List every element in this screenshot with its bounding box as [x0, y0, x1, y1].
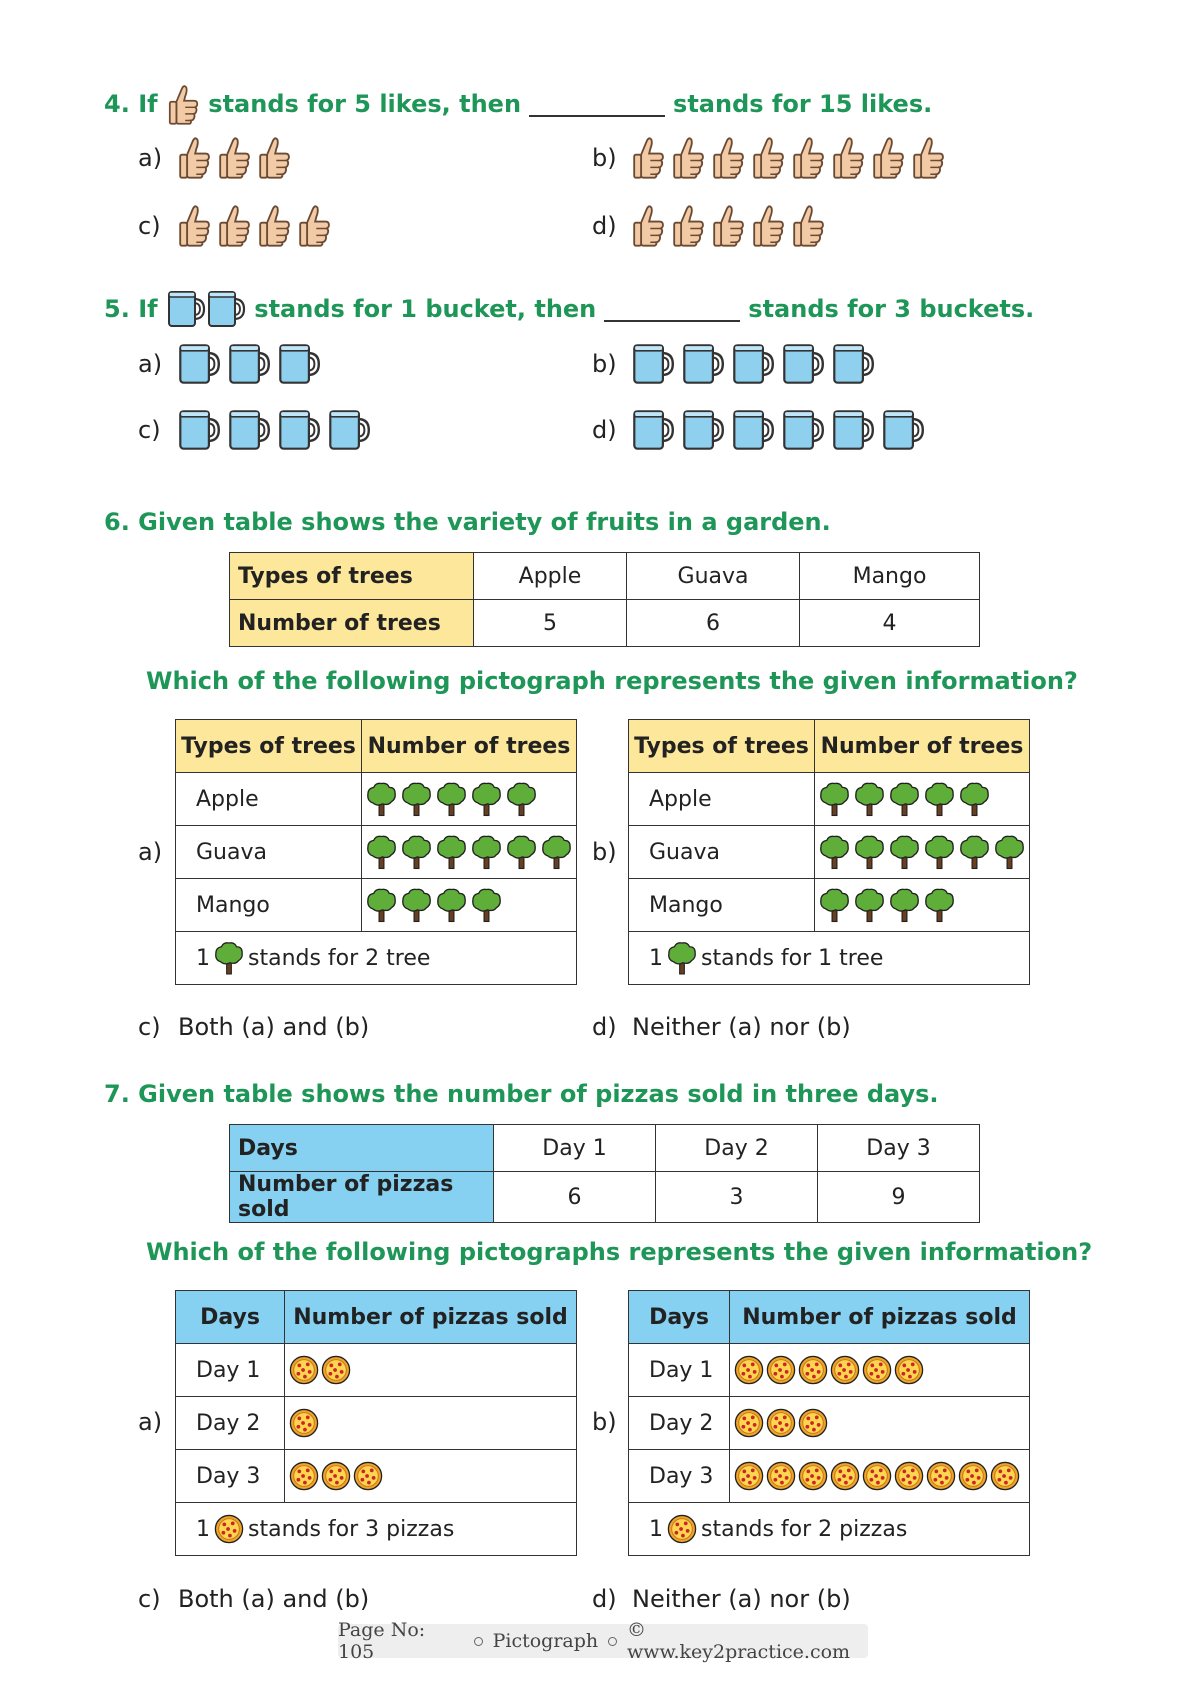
thumbs-up-icon: [710, 202, 746, 248]
pizza-icon: [214, 1514, 244, 1544]
pizza-icon: [766, 1408, 796, 1438]
pizza-icon: [830, 1355, 860, 1385]
q6-table-type-header: Types of trees: [230, 553, 474, 600]
q7-b-key-text: stands for 2 pizzas: [701, 1516, 908, 1542]
q6-table-cell: 4: [800, 600, 980, 647]
thumbs-up-icon: [790, 202, 826, 248]
pizza-icon: [289, 1461, 319, 1491]
q6-data-table: [229, 552, 980, 647]
q4-option-c-icons[interactable]: [176, 202, 332, 248]
q6-b-row-label: Apple: [629, 773, 815, 826]
mug-icon: [166, 288, 206, 330]
footer-topic: Pictograph: [492, 1630, 599, 1652]
q4-option-c-label[interactable]: c): [138, 212, 161, 240]
q6-pictograph-a[interactable]: [175, 719, 577, 985]
thumbs-up-icon: [176, 202, 212, 248]
q6-question: Which of the following pictograph represents the given information?: [146, 667, 1078, 695]
q7-b-row-icons: [734, 1408, 1029, 1438]
pizza-icon: [667, 1514, 697, 1544]
tree-icon: [506, 780, 537, 818]
q7-a-number-header: Number of pizzas sold: [285, 1291, 577, 1344]
q6-a-number-header: Number of trees: [362, 720, 577, 773]
q6-b-row-icons: [819, 833, 1029, 871]
q4-stands-for: stands for 5 likes, then: [208, 90, 522, 118]
pizza-icon: [958, 1461, 988, 1491]
q5-option-d-icons[interactable]: [630, 408, 926, 452]
q5-option-a-label[interactable]: a): [138, 350, 163, 378]
pizza-icon: [990, 1461, 1020, 1491]
thumbs-up-icon: [750, 134, 786, 180]
tree-icon: [854, 833, 885, 871]
tree-icon: [436, 886, 467, 924]
q6-b-key-count: 1: [649, 945, 663, 971]
q6-option-c-text[interactable]: Both (a) and (b): [178, 1013, 370, 1041]
tree-icon: [854, 780, 885, 818]
tree-icon: [214, 940, 244, 976]
q6-a-row-label: Mango: [176, 879, 362, 932]
pizza-icon: [798, 1461, 828, 1491]
q7-a-key-count: 1: [196, 1516, 210, 1542]
q7-table-number-header: Number of pizzas sold: [230, 1172, 494, 1223]
q4-if: If: [138, 90, 158, 118]
pizza-icon: [862, 1355, 892, 1385]
q6-a-row-icons: [366, 886, 576, 924]
mug-icon: [780, 342, 826, 386]
tree-icon: [471, 833, 502, 871]
q7-b-row-label: Day 1: [629, 1344, 730, 1397]
q7-a-key: [176, 1503, 577, 1556]
q7-b-row-icons: [734, 1355, 1029, 1385]
mug-icon: [730, 342, 776, 386]
q6-a-row-icons: [366, 833, 576, 871]
q6-b-row-icons: [819, 780, 1029, 818]
pizza-icon: [766, 1461, 796, 1491]
q6-option-c-label[interactable]: c): [138, 1013, 161, 1041]
pizza-icon: [894, 1355, 924, 1385]
thumbs-up-icon: [176, 134, 212, 180]
q7-a-row-icons: [289, 1408, 576, 1438]
pizza-icon: [894, 1461, 924, 1491]
pizza-icon: [321, 1461, 351, 1491]
q6-a-row-icons: [366, 780, 576, 818]
q4-option-a-icons[interactable]: [176, 134, 292, 180]
thumbs-up-icon: [256, 202, 292, 248]
q7-data-table: [229, 1124, 980, 1223]
thumbs-up-icon: [870, 134, 906, 180]
q5-option-b-label[interactable]: b): [592, 350, 617, 378]
thumbs-up-icon: [670, 202, 706, 248]
q4-option-b-label[interactable]: b): [592, 144, 617, 172]
q5-tail: stands for 3 buckets.: [748, 295, 1035, 323]
mug-icon: [176, 408, 222, 452]
page-footer: [338, 1619, 868, 1663]
tree-icon: [401, 833, 432, 871]
thumbs-up-icon: [216, 134, 252, 180]
q7-table-cell: 9: [818, 1172, 980, 1223]
q6-a-row-label: Guava: [176, 826, 362, 879]
q7-pictograph-a[interactable]: [175, 1290, 577, 1556]
tree-icon: [667, 940, 697, 976]
thumbs-up-icon: [216, 202, 252, 248]
mug-icon: [830, 408, 876, 452]
tree-icon: [366, 886, 397, 924]
q4-option-d-icons[interactable]: [630, 202, 826, 248]
q7-table-cell: Day 3: [818, 1125, 980, 1172]
footer-site: © www.key2practice.com: [626, 1619, 851, 1663]
q7-option-d-text[interactable]: Neither (a) nor (b): [632, 1585, 851, 1613]
thumbs-up-icon: [296, 202, 332, 248]
tree-icon: [819, 886, 850, 924]
thumbs-up-icon: [830, 134, 866, 180]
mug-icon: [680, 342, 726, 386]
mug-icon: [880, 408, 926, 452]
tree-icon: [889, 780, 920, 818]
tree-icon: [401, 886, 432, 924]
tree-icon: [924, 886, 955, 924]
q7-table-cell: 3: [656, 1172, 818, 1223]
q7-table-cell: 6: [494, 1172, 656, 1223]
q5-option-a-icons[interactable]: [176, 342, 322, 386]
q5-option-c-icons[interactable]: [176, 408, 372, 452]
q7-table-cell: Day 1: [494, 1125, 656, 1172]
pizza-icon: [830, 1461, 860, 1491]
q6-a-key: [176, 932, 577, 985]
tree-icon: [366, 780, 397, 818]
q5-blank: [604, 296, 740, 322]
thumbs-up-icon: [166, 82, 200, 126]
mug-icon: [830, 342, 876, 386]
q7-a-row-icons: [289, 1461, 576, 1491]
mug-icon: [176, 342, 222, 386]
q6-table-cell: Guava: [627, 553, 800, 600]
pizza-icon: [798, 1355, 828, 1385]
tree-icon: [924, 833, 955, 871]
q7-option-a-label[interactable]: a): [138, 1408, 163, 1436]
thumbs-up-icon: [790, 134, 826, 180]
q7-option-b-label[interactable]: b): [592, 1408, 617, 1436]
mug-icon: [326, 408, 372, 452]
q7-b-row-label: Day 2: [629, 1397, 730, 1450]
q6-option-d-label[interactable]: d): [592, 1013, 617, 1041]
mug-icon: [730, 408, 776, 452]
q6-b-row-icons: [819, 886, 1029, 924]
q7-b-key: [629, 1503, 1030, 1556]
pizza-icon: [289, 1408, 319, 1438]
tree-icon: [994, 833, 1025, 871]
q6-heading: 6. Given table shows the variety of fruits in a garden.: [104, 508, 831, 536]
q7-b-days-header: Days: [629, 1291, 730, 1344]
mug-icon: [630, 408, 676, 452]
q7-table-cell: Day 2: [656, 1125, 818, 1172]
q6-pictograph-b[interactable]: [628, 719, 1030, 985]
q6-b-key: [629, 932, 1030, 985]
tree-icon: [541, 833, 572, 871]
tree-icon: [854, 886, 885, 924]
q4-heading: [104, 82, 932, 126]
pizza-icon: [734, 1461, 764, 1491]
mug-icon: [680, 408, 726, 452]
mug-icon: [780, 408, 826, 452]
q6-table-cell: 5: [474, 600, 627, 647]
q6-table-cell: 6: [627, 600, 800, 647]
q5-option-c-label[interactable]: c): [138, 416, 161, 444]
tree-icon: [889, 833, 920, 871]
tree-icon: [471, 780, 502, 818]
q4-option-a-label[interactable]: a): [138, 144, 163, 172]
q5-heading: [104, 288, 1034, 330]
q6-table-number-header: Number of trees: [230, 600, 474, 647]
thumbs-up-icon: [256, 134, 292, 180]
q6-a-type-header: Types of trees: [176, 720, 362, 773]
tree-icon: [506, 833, 537, 871]
q5-number: 5.: [104, 295, 130, 323]
mug-icon: [226, 342, 272, 386]
q6-table-cell: Apple: [474, 553, 627, 600]
q4-blank: [529, 91, 665, 117]
q4-option-d-label[interactable]: d): [592, 212, 617, 240]
q4-number: 4.: [104, 90, 130, 118]
q7-question: Which of the following pictographs represents the given information?: [146, 1238, 1093, 1266]
thumbs-up-icon: [630, 202, 666, 248]
q6-b-number-header: Number of trees: [815, 720, 1030, 773]
q7-a-days-header: Days: [176, 1291, 285, 1344]
q6-b-row-label: Guava: [629, 826, 815, 879]
q6-a-key-count: 1: [196, 945, 210, 971]
separator-dot-icon: [608, 1637, 617, 1646]
q7-option-c-text[interactable]: Both (a) and (b): [178, 1585, 370, 1613]
q6-a-key-text: stands for 2 tree: [248, 945, 431, 971]
q6-option-b-label[interactable]: b): [592, 838, 617, 866]
q7-a-key-text: stands for 3 pizzas: [248, 1516, 455, 1542]
q7-pictograph-b[interactable]: [628, 1290, 1030, 1556]
tree-icon: [366, 833, 397, 871]
q6-a-row-label: Apple: [176, 773, 362, 826]
tree-icon: [889, 886, 920, 924]
q7-a-row-label: Day 3: [176, 1450, 285, 1503]
thumbs-up-icon: [710, 134, 746, 180]
tree-icon: [436, 833, 467, 871]
pizza-icon: [734, 1408, 764, 1438]
q7-option-d-label[interactable]: d): [592, 1585, 617, 1613]
pizza-icon: [321, 1355, 351, 1385]
q6-option-d-text[interactable]: Neither (a) nor (b): [632, 1013, 851, 1041]
q7-a-row-label: Day 2: [176, 1397, 285, 1450]
q6-b-key-text: stands for 1 tree: [701, 945, 884, 971]
footer-page-number: Page No: 105: [338, 1619, 426, 1663]
mug-icon: [276, 408, 322, 452]
q6-option-a-label[interactable]: a): [138, 838, 163, 866]
q7-b-row-label: Day 3: [629, 1450, 730, 1503]
q7-heading: 7. Given table shows the number of pizzas sold in three days.: [104, 1080, 939, 1108]
tree-icon: [819, 833, 850, 871]
tree-icon: [401, 780, 432, 818]
tree-icon: [436, 780, 467, 818]
q7-a-row-icons: [289, 1355, 576, 1385]
q4-tail: stands for 15 likes.: [673, 90, 933, 118]
q5-option-b-icons[interactable]: [630, 342, 876, 386]
tree-icon: [959, 780, 990, 818]
pizza-icon: [926, 1461, 956, 1491]
pizza-icon: [798, 1408, 828, 1438]
thumbs-up-icon: [750, 202, 786, 248]
q7-a-row-label: Day 1: [176, 1344, 285, 1397]
tree-icon: [819, 780, 850, 818]
tree-icon: [924, 780, 955, 818]
q7-option-c-label[interactable]: c): [138, 1585, 161, 1613]
q7-b-number-header: Number of pizzas sold: [730, 1291, 1030, 1344]
pizza-icon: [766, 1355, 796, 1385]
q6-table-cell: Mango: [800, 553, 980, 600]
mug-icon: [226, 408, 272, 452]
q6-b-row-label: Mango: [629, 879, 815, 932]
mug-icon: [206, 288, 246, 330]
thumbs-up-icon: [670, 134, 706, 180]
q4-option-b-icons[interactable]: [630, 134, 946, 180]
q5-option-d-label[interactable]: d): [592, 416, 617, 444]
pizza-icon: [353, 1461, 383, 1491]
pizza-icon: [734, 1355, 764, 1385]
tree-icon: [959, 833, 990, 871]
q7-b-key-count: 1: [649, 1516, 663, 1542]
q7-table-days-header: Days: [230, 1125, 494, 1172]
mug-icon: [276, 342, 322, 386]
q5-if: If: [138, 295, 158, 323]
separator-dot-icon: [474, 1637, 483, 1646]
tree-icon: [471, 886, 502, 924]
q7-b-row-icons: [734, 1461, 1029, 1491]
thumbs-up-icon: [630, 134, 666, 180]
pizza-icon: [289, 1355, 319, 1385]
mug-icon: [630, 342, 676, 386]
q5-stands-for: stands for 1 bucket, then: [254, 295, 597, 323]
pizza-icon: [862, 1461, 892, 1491]
thumbs-up-icon: [910, 134, 946, 180]
q6-b-type-header: Types of trees: [629, 720, 815, 773]
